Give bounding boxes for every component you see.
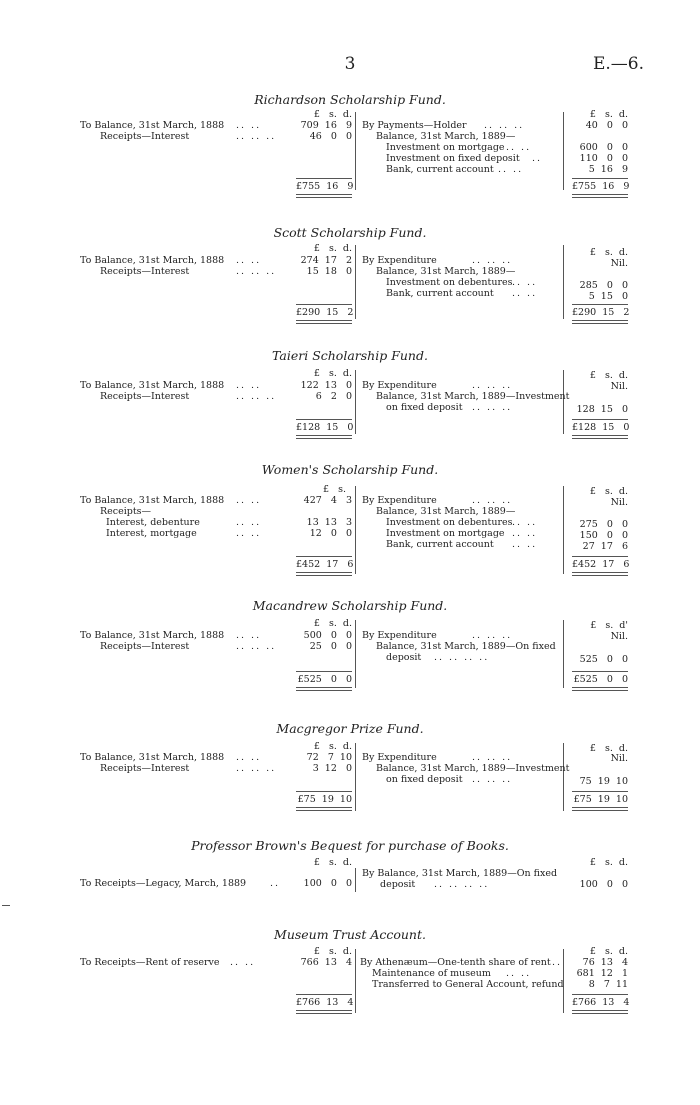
column-divider (355, 949, 356, 1013)
right-total-rule (572, 687, 628, 691)
fund-title: Museum Trust Account. (274, 927, 426, 942)
fund-title: Taieri Scholarship Fund. (272, 348, 428, 363)
left-currency-header: £ s. d. (313, 243, 352, 254)
column-divider (355, 743, 356, 811)
ledger-row: By Expenditure .. .. .. (362, 380, 513, 391)
ledger-row: Interest, mortgage .. .. (106, 528, 262, 539)
ledger-row: Balance, 31st March, 1889— (376, 506, 516, 517)
ledger-row: Investment on debentures .. .. (386, 517, 538, 528)
ledger-row: Investment on mortgage .. .. (386, 528, 538, 539)
fund-title: Macandrew Scholarship Fund. (252, 598, 448, 613)
column-divider (355, 486, 356, 574)
ledger-row: By Expenditure .. .. .. (362, 255, 513, 266)
left-total: £128 15 0 (296, 419, 352, 433)
left-currency-header: £ s. d. (313, 109, 352, 120)
ledger-amount: 285 0 0 (579, 280, 628, 291)
ledger-amount: 110 0 0 (579, 153, 628, 164)
right-column-divider (563, 370, 564, 434)
ledger-row: Interest, debenture .. .. (106, 517, 262, 528)
left-currency-header: £ s. (323, 484, 346, 495)
left-total-rule (296, 572, 352, 576)
ledger-row: Investment on fixed deposit .. (386, 153, 543, 164)
fund-title: Richardson Scholarship Fund. (254, 92, 446, 107)
ledger-amount: 8 7 11 (588, 979, 628, 990)
ledger-row: Transferred to General Account, refund (372, 979, 564, 990)
column-divider (355, 245, 356, 319)
ledger-row: deposit .. .. .. .. (380, 879, 490, 890)
left-currency-header: £ s. d. (313, 946, 352, 957)
ledger-amount: 275 0 0 (579, 519, 628, 530)
ledger-row: deposit .. .. .. .. (386, 652, 490, 663)
ledger-amount: 46 0 0 (309, 131, 352, 142)
ledger-row: Balance, 31st March, 1889— (376, 266, 516, 277)
ledger-amount: 427 4 3 (303, 495, 352, 506)
ledger-amount: 15 18 0 (306, 266, 352, 277)
column-divider (355, 868, 356, 892)
column-divider (355, 370, 356, 434)
ledger-row: Investment on mortgage .. .. (386, 142, 532, 153)
ledger-amount: 5 15 0 (588, 291, 628, 302)
ledger-row: Receipts—Interest .. .. .. (100, 641, 277, 652)
left-total: £290 15 2 (296, 304, 352, 318)
right-currency-header: £ s. d. (589, 247, 628, 258)
ledger-row: To Balance, 31st March, 1888 .. .. (80, 380, 262, 391)
ledger-row: Bank, current account .. .. (386, 539, 538, 550)
left-total: £452 17 6 (296, 556, 352, 570)
ledger-row: on fixed deposit .. .. .. (386, 402, 513, 413)
ledger-row: Receipts—Interest .. .. .. (100, 131, 277, 142)
right-currency-header: £ s. d. (589, 857, 628, 868)
ledger-row: Balance, 31st March, 1889—On fixed (376, 641, 556, 652)
left-total-rule (296, 807, 352, 811)
ledger-amount: 5 16 9 (588, 164, 628, 175)
ledger-amount: 766 13 4 (300, 957, 352, 968)
ledger-amount: 128 15 0 (576, 404, 628, 415)
right-total-rule (572, 435, 628, 439)
ledger-row: To Balance, 31st March, 1888 .. .. (80, 255, 262, 266)
right-total: £525 0 0 (572, 671, 628, 685)
left-total: £75 19 10 (296, 791, 352, 805)
ledger-amount: 75 19 10 (579, 776, 628, 787)
page-number: 3 (344, 54, 356, 74)
left-total-rule (296, 1010, 352, 1014)
ledger-row: Investment on debentures .. .. (386, 277, 538, 288)
right-total-rule (572, 1010, 628, 1014)
ledger-amount: 709 16 9 (300, 120, 352, 131)
ledger-amount: 13 13 3 (306, 517, 352, 528)
fund-title: Women's Scholarship Fund. (261, 462, 439, 477)
ledger-row: Balance, 31st March, 1889—Investment (376, 763, 570, 774)
ledger-row: Balance, 31st March, 1889—Investment (376, 391, 570, 402)
right-currency-header: £ s. d. (589, 486, 628, 497)
column-divider (355, 112, 356, 190)
ledger-amount: 100 0 0 (579, 879, 628, 890)
right-total-rule (572, 807, 628, 811)
ledger-row: Receipts—Interest .. .. .. (100, 266, 277, 277)
ledger-row: Receipts—Interest .. .. .. (100, 763, 277, 774)
left-total: £766 13 4 (296, 994, 352, 1008)
right-total: £75 19 10 (572, 791, 628, 805)
left-currency-header: £ s. d. (313, 618, 352, 629)
ledger-row: To Balance, 31st March, 1888 .. .. (80, 120, 262, 131)
right-currency-header: £ s. d. (589, 946, 628, 957)
fund-title: Macgregor Prize Fund. (276, 721, 424, 736)
left-total-rule (296, 435, 352, 439)
margin-mark (2, 905, 10, 906)
left-total-rule (296, 194, 352, 198)
ledger-row: By Balance, 31st March, 1889—On fixed (362, 868, 558, 879)
ledger-amount: Nil. (610, 381, 628, 392)
right-currency-header: £ s. d' (590, 620, 628, 631)
right-total-rule (572, 320, 628, 324)
ledger-amount: 76 13 4 (582, 957, 628, 968)
ledger-amount: 500 0 0 (303, 630, 352, 641)
ledger-row: To Balance, 31st March, 1888 .. .. (80, 630, 262, 641)
ledger-amount: 3 12 0 (312, 763, 352, 774)
column-divider (355, 620, 356, 688)
ledger-row: Bank, current account .. .. (386, 288, 538, 299)
ledger-amount: 274 17 2 (300, 255, 352, 266)
ledger-row: Receipts—Interest .. .. .. (100, 391, 277, 402)
right-currency-header: £ s. d. (589, 743, 628, 754)
right-total: £128 15 0 (572, 419, 628, 433)
ledger-amount: 681 12 1 (576, 968, 628, 979)
ledger-amount: 6 2 0 (315, 391, 352, 402)
left-currency-header: £ s. d. (313, 857, 352, 868)
right-total: £766 13 4 (572, 994, 628, 1008)
fund-title: Professor Brown's Bequest for purchase of Books. (191, 838, 509, 853)
ledger-amount: Nil. (610, 631, 628, 642)
ledger-amount: 150 0 0 (579, 530, 628, 541)
left-total-rule (296, 320, 352, 324)
ledger-amount: 40 0 0 (585, 120, 628, 131)
ledger-row: By Payments—Holder .. .. .. (362, 120, 525, 131)
ledger-amount: 12 0 0 (309, 528, 352, 539)
right-currency-header: £ s. d. (589, 109, 628, 120)
left-total: £755 16 9 (296, 178, 352, 192)
ledger-row: By Expenditure .. .. .. (362, 630, 513, 641)
ledger-row: To Receipts—Rent of reserve .. .. (80, 957, 256, 968)
ledger-amount: Nil. (610, 497, 628, 508)
ledger-row: Bank, current account .. .. (386, 164, 524, 175)
ledger-row: By Expenditure .. .. .. (362, 752, 513, 763)
ledger-amount: 100 0 0 (303, 878, 352, 889)
ledger-row: By Expenditure .. .. .. (362, 495, 513, 506)
ledger-row: on fixed deposit .. .. .. (386, 774, 513, 785)
ledger-row: To Receipts—Legacy, March, 1889 .. (80, 878, 281, 889)
ledger-amount: 122 13 0 (300, 380, 352, 391)
fund-title: Scott Scholarship Fund. (273, 225, 427, 240)
page-reference: E.—6. (592, 54, 644, 74)
ledger-amount: 525 0 0 (579, 654, 628, 665)
left-total-rule (296, 687, 352, 691)
ledger-amount: 600 0 0 (579, 142, 628, 153)
left-currency-header: £ s. d. (313, 741, 352, 752)
ledger-amount: 27 17 6 (582, 541, 628, 552)
ledger-amount: 72 7 10 (306, 752, 352, 763)
ledger-amount: Nil. (610, 258, 628, 269)
right-total-rule (572, 572, 628, 576)
ledger-row: To Balance, 31st March, 1888 .. .. (80, 495, 262, 506)
right-total: £452 17 6 (572, 556, 628, 570)
ledger-row: Maintenance of museum .. .. (372, 968, 532, 979)
left-currency-header: £ s. d. (313, 368, 352, 379)
right-total: £290 15 2 (572, 304, 628, 318)
ledger-row: Balance, 31st March, 1889— (376, 131, 516, 142)
ledger-amount: 25 0 0 (309, 641, 352, 652)
ledger-row: To Balance, 31st March, 1888 .. .. (80, 752, 262, 763)
ledger-row: By Athenæum—One-tenth share of rent .. (360, 957, 563, 968)
left-total: £525 0 0 (296, 671, 352, 685)
right-total: £755 16 9 (572, 178, 628, 192)
right-total-rule (572, 194, 628, 198)
ledger-amount: Nil. (610, 753, 628, 764)
right-currency-header: £ s. d. (589, 370, 628, 381)
ledger-row: Receipts— (100, 506, 152, 517)
